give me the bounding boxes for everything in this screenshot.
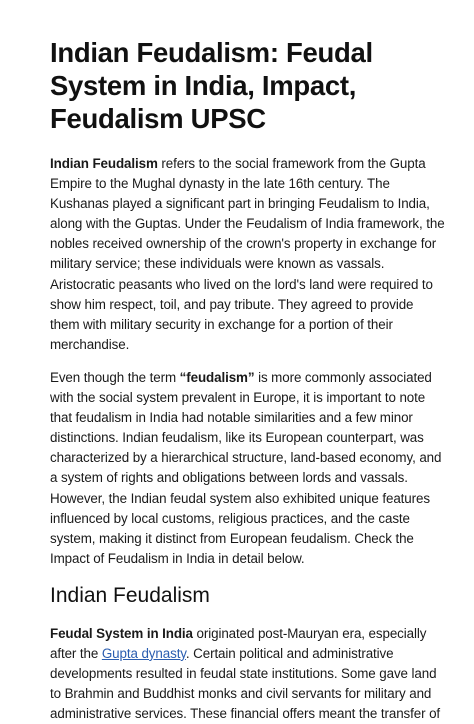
intro-text: refers to the social framework from the Gupta Empire to the Mughal dynasty in the late 16th century. The Kushanas played a significant part in bringing Feudalism to India, along with the Guptas. Under the Feudalism of India framework, the nobles received ownership of the crown's property in exchange for military service; these individuals were known as vassals. Aristocratic peasants who lived on the lord's land were required to show him respect, toil, and pay tribute. They agreed to provide them with military security in exchange for a portion of their merchandise. [50, 156, 445, 352]
intro-paragraph [50, 154, 445, 355]
document-title: Indian Feudalism: Feudal System in India, Impact, Feudalism UPSC [50, 37, 373, 134]
feudalism-term: “feudalism” [179, 369, 255, 385]
gupta-dynasty-link[interactable]: Gupta dynasty [101, 645, 186, 661]
origin-paragraph [50, 624, 445, 724]
origin-bold-term: Feudal System in India [50, 625, 193, 641]
section-heading: Indian Feudalism [50, 583, 210, 607]
comparison-paragraph [50, 368, 445, 569]
document-page [50, 36, 445, 724]
comparison-text-after: is more commonly associated with the social system prevalent in Europe, it is important to note that feudalism in India had notable similarities and a few minor distinctions. Indian feudalism, like its European counterpart, was characterized by a hierarchical structure, land-based economy, and a system of rights and obligations between lords and vassals. However, the Indian feudal system also exhibited unique features influenced by local customs, religious practices, and the caste system, making it distinct from European feudalism. Check the Impact of Feudalism in India in detail below. [50, 369, 442, 566]
origin-text-1: originated post-Mauryan era, especially after the [50, 625, 427, 661]
intro-bold-term: Indian Feudalism [50, 156, 158, 171]
origin-text-2: . Certain political and administrative developments resulted in feudal state institutions. Some gave land to Brahmin and Buddhist monks and civil servants for military and administrative services. These financial offers meant the transfer of [50, 645, 441, 722]
comparison-text-before: Even though the term [50, 369, 180, 385]
